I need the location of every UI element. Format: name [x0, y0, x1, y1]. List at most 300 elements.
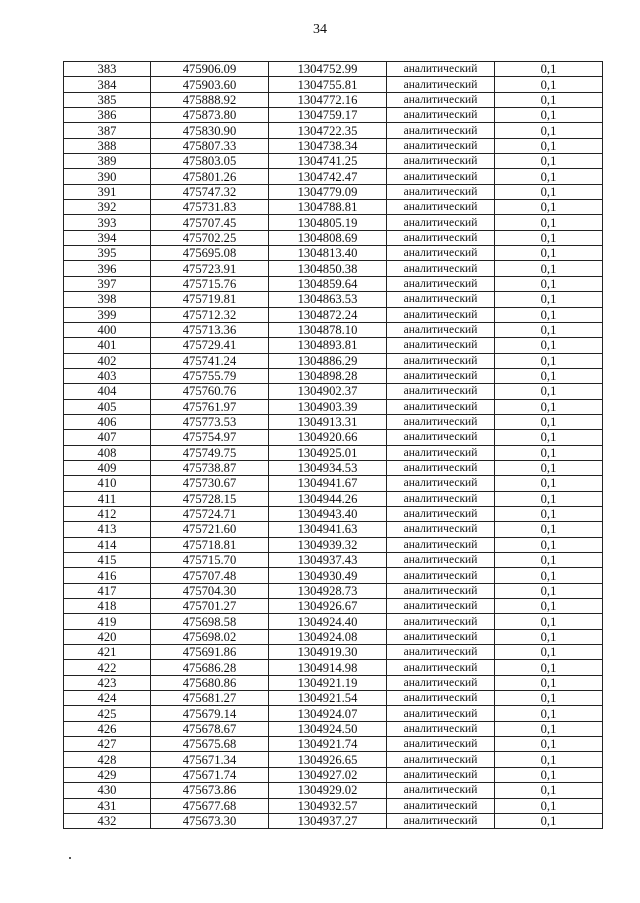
table-row [64, 445, 603, 460]
table-row [64, 169, 603, 184]
x-coordinate-cell: 475695.08 [151, 246, 269, 261]
accuracy-cell: 0,1 [495, 353, 603, 368]
method-cell: аналитический [387, 460, 495, 475]
y-coordinate-cell: 1304903.39 [269, 399, 387, 414]
x-coordinate-cell: 475678.67 [151, 721, 269, 736]
point-number-cell: 415 [64, 553, 151, 568]
y-coordinate-cell: 1304924.08 [269, 629, 387, 644]
table-row [64, 368, 603, 383]
point-number-cell: 413 [64, 522, 151, 537]
y-coordinate-cell: 1304932.57 [269, 798, 387, 813]
accuracy-cell: 0,1 [495, 660, 603, 675]
method-cell: аналитический [387, 292, 495, 307]
method-cell: аналитический [387, 123, 495, 138]
accuracy-cell: 0,1 [495, 292, 603, 307]
method-cell: аналитический [387, 568, 495, 583]
y-coordinate-cell: 1304921.54 [269, 691, 387, 706]
x-coordinate-cell: 475873.80 [151, 108, 269, 123]
table-row [64, 675, 603, 690]
y-coordinate-cell: 1304878.10 [269, 322, 387, 337]
accuracy-cell: 0,1 [495, 430, 603, 445]
accuracy-cell: 0,1 [495, 599, 603, 614]
method-cell: аналитический [387, 399, 495, 414]
accuracy-cell: 0,1 [495, 338, 603, 353]
y-coordinate-cell: 1304813.40 [269, 246, 387, 261]
table-row [64, 645, 603, 660]
coordinates-table [63, 61, 603, 829]
table-row [64, 583, 603, 598]
x-coordinate-cell: 475731.83 [151, 200, 269, 215]
point-number-cell: 405 [64, 399, 151, 414]
method-cell: аналитический [387, 445, 495, 460]
method-cell: аналитический [387, 338, 495, 353]
y-coordinate-cell: 1304898.28 [269, 368, 387, 383]
scan-speck [69, 857, 71, 859]
y-coordinate-cell: 1304808.69 [269, 230, 387, 245]
point-number-cell: 432 [64, 813, 151, 828]
x-coordinate-cell: 475747.32 [151, 184, 269, 199]
table-row [64, 399, 603, 414]
method-cell: аналитический [387, 783, 495, 798]
method-cell: аналитический [387, 215, 495, 230]
table-row [64, 261, 603, 276]
accuracy-cell: 0,1 [495, 276, 603, 291]
method-cell: аналитический [387, 92, 495, 107]
page-number: 34 [313, 22, 327, 37]
point-number-cell: 397 [64, 276, 151, 291]
point-number-cell: 392 [64, 200, 151, 215]
point-number-cell: 399 [64, 307, 151, 322]
table-row [64, 553, 603, 568]
point-number-cell: 409 [64, 460, 151, 475]
accuracy-cell: 0,1 [495, 691, 603, 706]
y-coordinate-cell: 1304921.74 [269, 737, 387, 752]
method-cell: аналитический [387, 322, 495, 337]
y-coordinate-cell: 1304939.32 [269, 537, 387, 552]
point-number-cell: 407 [64, 430, 151, 445]
accuracy-cell: 0,1 [495, 138, 603, 153]
point-number-cell: 395 [64, 246, 151, 261]
x-coordinate-cell: 475729.41 [151, 338, 269, 353]
y-coordinate-cell: 1304937.43 [269, 553, 387, 568]
point-number-cell: 414 [64, 537, 151, 552]
y-coordinate-cell: 1304788.81 [269, 200, 387, 215]
point-number-cell: 422 [64, 660, 151, 675]
x-coordinate-cell: 475680.86 [151, 675, 269, 690]
table-row [64, 568, 603, 583]
method-cell: аналитический [387, 737, 495, 752]
y-coordinate-cell: 1304738.34 [269, 138, 387, 153]
accuracy-cell: 0,1 [495, 506, 603, 521]
x-coordinate-cell: 475673.30 [151, 813, 269, 828]
x-coordinate-cell: 475721.60 [151, 522, 269, 537]
method-cell: аналитический [387, 261, 495, 276]
accuracy-cell: 0,1 [495, 491, 603, 506]
y-coordinate-cell: 1304927.02 [269, 767, 387, 782]
y-coordinate-cell: 1304755.81 [269, 77, 387, 92]
accuracy-cell: 0,1 [495, 108, 603, 123]
y-coordinate-cell: 1304919.30 [269, 645, 387, 660]
table-row [64, 215, 603, 230]
y-coordinate-cell: 1304759.17 [269, 108, 387, 123]
point-number-cell: 416 [64, 568, 151, 583]
table-row [64, 599, 603, 614]
accuracy-cell: 0,1 [495, 614, 603, 629]
x-coordinate-cell: 475888.92 [151, 92, 269, 107]
method-cell: аналитический [387, 307, 495, 322]
x-coordinate-cell: 475801.26 [151, 169, 269, 184]
point-number-cell: 417 [64, 583, 151, 598]
point-number-cell: 412 [64, 506, 151, 521]
method-cell: аналитический [387, 599, 495, 614]
y-coordinate-cell: 1304741.25 [269, 154, 387, 169]
method-cell: аналитический [387, 691, 495, 706]
y-coordinate-cell: 1304943.40 [269, 506, 387, 521]
point-number-cell: 408 [64, 445, 151, 460]
x-coordinate-cell: 475749.75 [151, 445, 269, 460]
table-row [64, 338, 603, 353]
method-cell: аналитический [387, 246, 495, 261]
y-coordinate-cell: 1304930.49 [269, 568, 387, 583]
accuracy-cell: 0,1 [495, 246, 603, 261]
method-cell: аналитический [387, 506, 495, 521]
table-row [64, 230, 603, 245]
y-coordinate-cell: 1304752.99 [269, 62, 387, 77]
x-coordinate-cell: 475761.97 [151, 399, 269, 414]
method-cell: аналитический [387, 138, 495, 153]
table-row [64, 476, 603, 491]
table-row [64, 629, 603, 644]
method-cell: аналитический [387, 384, 495, 399]
y-coordinate-cell: 1304924.07 [269, 706, 387, 721]
method-cell: аналитический [387, 553, 495, 568]
table-row [64, 77, 603, 92]
x-coordinate-cell: 475773.53 [151, 414, 269, 429]
y-coordinate-cell: 1304920.66 [269, 430, 387, 445]
point-number-cell: 401 [64, 338, 151, 353]
point-number-cell: 410 [64, 476, 151, 491]
y-coordinate-cell: 1304859.64 [269, 276, 387, 291]
table-row [64, 414, 603, 429]
method-cell: аналитический [387, 752, 495, 767]
table-row [64, 491, 603, 506]
y-coordinate-cell: 1304872.24 [269, 307, 387, 322]
x-coordinate-cell: 475707.45 [151, 215, 269, 230]
point-number-cell: 431 [64, 798, 151, 813]
table-row [64, 92, 603, 107]
y-coordinate-cell: 1304941.67 [269, 476, 387, 491]
accuracy-cell: 0,1 [495, 583, 603, 598]
method-cell: аналитический [387, 660, 495, 675]
x-coordinate-cell: 475730.67 [151, 476, 269, 491]
method-cell: аналитический [387, 276, 495, 291]
method-cell: аналитический [387, 476, 495, 491]
method-cell: аналитический [387, 200, 495, 215]
method-cell: аналитический [387, 645, 495, 660]
accuracy-cell: 0,1 [495, 675, 603, 690]
table-body [64, 62, 603, 829]
point-number-cell: 423 [64, 675, 151, 690]
accuracy-cell: 0,1 [495, 307, 603, 322]
accuracy-cell: 0,1 [495, 553, 603, 568]
point-number-cell: 391 [64, 184, 151, 199]
table-row [64, 721, 603, 736]
y-coordinate-cell: 1304913.31 [269, 414, 387, 429]
point-number-cell: 427 [64, 737, 151, 752]
table-row [64, 246, 603, 261]
table-row [64, 691, 603, 706]
y-coordinate-cell: 1304850.38 [269, 261, 387, 276]
method-cell: аналитический [387, 813, 495, 828]
method-cell: аналитический [387, 629, 495, 644]
point-number-cell: 396 [64, 261, 151, 276]
x-coordinate-cell: 475830.90 [151, 123, 269, 138]
accuracy-cell: 0,1 [495, 737, 603, 752]
table-row [64, 307, 603, 322]
x-coordinate-cell: 475903.60 [151, 77, 269, 92]
y-coordinate-cell: 1304893.81 [269, 338, 387, 353]
accuracy-cell: 0,1 [495, 522, 603, 537]
accuracy-cell: 0,1 [495, 767, 603, 782]
accuracy-cell: 0,1 [495, 322, 603, 337]
point-number-cell: 424 [64, 691, 151, 706]
x-coordinate-cell: 475724.71 [151, 506, 269, 521]
y-coordinate-cell: 1304863.53 [269, 292, 387, 307]
table-row [64, 200, 603, 215]
x-coordinate-cell: 475704.30 [151, 583, 269, 598]
point-number-cell: 385 [64, 92, 151, 107]
accuracy-cell: 0,1 [495, 184, 603, 199]
table-row [64, 276, 603, 291]
table-row [64, 430, 603, 445]
accuracy-cell: 0,1 [495, 123, 603, 138]
point-number-cell: 383 [64, 62, 151, 77]
x-coordinate-cell: 475686.28 [151, 660, 269, 675]
method-cell: аналитический [387, 721, 495, 736]
point-number-cell: 411 [64, 491, 151, 506]
table-row [64, 614, 603, 629]
y-coordinate-cell: 1304925.01 [269, 445, 387, 460]
accuracy-cell: 0,1 [495, 783, 603, 798]
point-number-cell: 387 [64, 123, 151, 138]
y-coordinate-cell: 1304914.98 [269, 660, 387, 675]
table-row [64, 322, 603, 337]
x-coordinate-cell: 475754.97 [151, 430, 269, 445]
accuracy-cell: 0,1 [495, 460, 603, 475]
x-coordinate-cell: 475681.27 [151, 691, 269, 706]
method-cell: аналитический [387, 430, 495, 445]
x-coordinate-cell: 475677.68 [151, 798, 269, 813]
method-cell: аналитический [387, 77, 495, 92]
y-coordinate-cell: 1304722.35 [269, 123, 387, 138]
accuracy-cell: 0,1 [495, 568, 603, 583]
table-row [64, 62, 603, 77]
accuracy-cell: 0,1 [495, 77, 603, 92]
accuracy-cell: 0,1 [495, 445, 603, 460]
point-number-cell: 426 [64, 721, 151, 736]
y-coordinate-cell: 1304926.65 [269, 752, 387, 767]
y-coordinate-cell: 1304805.19 [269, 215, 387, 230]
x-coordinate-cell: 475723.91 [151, 261, 269, 276]
x-coordinate-cell: 475702.25 [151, 230, 269, 245]
accuracy-cell: 0,1 [495, 154, 603, 169]
point-number-cell: 386 [64, 108, 151, 123]
y-coordinate-cell: 1304921.19 [269, 675, 387, 690]
x-coordinate-cell: 475707.48 [151, 568, 269, 583]
point-number-cell: 393 [64, 215, 151, 230]
point-number-cell: 394 [64, 230, 151, 245]
method-cell: аналитический [387, 706, 495, 721]
table-row [64, 506, 603, 521]
point-number-cell: 400 [64, 322, 151, 337]
x-coordinate-cell: 475698.02 [151, 629, 269, 644]
x-coordinate-cell: 475671.74 [151, 767, 269, 782]
accuracy-cell: 0,1 [495, 813, 603, 828]
point-number-cell: 428 [64, 752, 151, 767]
point-number-cell: 425 [64, 706, 151, 721]
accuracy-cell: 0,1 [495, 368, 603, 383]
x-coordinate-cell: 475673.86 [151, 783, 269, 798]
y-coordinate-cell: 1304926.67 [269, 599, 387, 614]
table-row [64, 384, 603, 399]
table-row [64, 537, 603, 552]
x-coordinate-cell: 475671.34 [151, 752, 269, 767]
method-cell: аналитический [387, 537, 495, 552]
point-number-cell: 404 [64, 384, 151, 399]
y-coordinate-cell: 1304937.27 [269, 813, 387, 828]
x-coordinate-cell: 475715.70 [151, 553, 269, 568]
method-cell: аналитический [387, 62, 495, 77]
x-coordinate-cell: 475715.76 [151, 276, 269, 291]
table-row [64, 783, 603, 798]
y-coordinate-cell: 1304924.50 [269, 721, 387, 736]
x-coordinate-cell: 475698.58 [151, 614, 269, 629]
accuracy-cell: 0,1 [495, 414, 603, 429]
method-cell: аналитический [387, 108, 495, 123]
method-cell: аналитический [387, 414, 495, 429]
method-cell: аналитический [387, 368, 495, 383]
table-row [64, 798, 603, 813]
method-cell: аналитический [387, 583, 495, 598]
point-number-cell: 398 [64, 292, 151, 307]
x-coordinate-cell: 475755.79 [151, 368, 269, 383]
point-number-cell: 384 [64, 77, 151, 92]
accuracy-cell: 0,1 [495, 92, 603, 107]
y-coordinate-cell: 1304779.09 [269, 184, 387, 199]
x-coordinate-cell: 475719.81 [151, 292, 269, 307]
accuracy-cell: 0,1 [495, 215, 603, 230]
accuracy-cell: 0,1 [495, 62, 603, 77]
y-coordinate-cell: 1304924.40 [269, 614, 387, 629]
y-coordinate-cell: 1304902.37 [269, 384, 387, 399]
point-number-cell: 429 [64, 767, 151, 782]
x-coordinate-cell: 475807.33 [151, 138, 269, 153]
accuracy-cell: 0,1 [495, 752, 603, 767]
x-coordinate-cell: 475718.81 [151, 537, 269, 552]
table-row [64, 706, 603, 721]
method-cell: аналитический [387, 230, 495, 245]
accuracy-cell: 0,1 [495, 537, 603, 552]
accuracy-cell: 0,1 [495, 798, 603, 813]
method-cell: аналитический [387, 798, 495, 813]
point-number-cell: 419 [64, 614, 151, 629]
x-coordinate-cell: 475760.76 [151, 384, 269, 399]
accuracy-cell: 0,1 [495, 629, 603, 644]
table-row [64, 108, 603, 123]
y-coordinate-cell: 1304928.73 [269, 583, 387, 598]
table-row [64, 353, 603, 368]
accuracy-cell: 0,1 [495, 706, 603, 721]
x-coordinate-cell: 475906.09 [151, 62, 269, 77]
table-row [64, 660, 603, 675]
y-coordinate-cell: 1304944.26 [269, 491, 387, 506]
x-coordinate-cell: 475712.32 [151, 307, 269, 322]
x-coordinate-cell: 475701.27 [151, 599, 269, 614]
x-coordinate-cell: 475803.05 [151, 154, 269, 169]
table-row [64, 752, 603, 767]
x-coordinate-cell: 475728.15 [151, 491, 269, 506]
method-cell: аналитический [387, 154, 495, 169]
method-cell: аналитический [387, 522, 495, 537]
table-row [64, 184, 603, 199]
y-coordinate-cell: 1304929.02 [269, 783, 387, 798]
point-number-cell: 420 [64, 629, 151, 644]
y-coordinate-cell: 1304742.47 [269, 169, 387, 184]
point-number-cell: 388 [64, 138, 151, 153]
table-row [64, 767, 603, 782]
y-coordinate-cell: 1304941.63 [269, 522, 387, 537]
table-row [64, 123, 603, 138]
accuracy-cell: 0,1 [495, 399, 603, 414]
method-cell: аналитический [387, 169, 495, 184]
table-row [64, 737, 603, 752]
table-row [64, 460, 603, 475]
table-row [64, 813, 603, 828]
point-number-cell: 421 [64, 645, 151, 660]
accuracy-cell: 0,1 [495, 476, 603, 491]
x-coordinate-cell: 475741.24 [151, 353, 269, 368]
table-row [64, 154, 603, 169]
point-number-cell: 389 [64, 154, 151, 169]
x-coordinate-cell: 475713.36 [151, 322, 269, 337]
table-row [64, 138, 603, 153]
point-number-cell: 406 [64, 414, 151, 429]
method-cell: аналитический [387, 675, 495, 690]
table-row [64, 522, 603, 537]
accuracy-cell: 0,1 [495, 645, 603, 660]
accuracy-cell: 0,1 [495, 721, 603, 736]
method-cell: аналитический [387, 767, 495, 782]
point-number-cell: 403 [64, 368, 151, 383]
point-number-cell: 418 [64, 599, 151, 614]
accuracy-cell: 0,1 [495, 169, 603, 184]
point-number-cell: 390 [64, 169, 151, 184]
accuracy-cell: 0,1 [495, 384, 603, 399]
y-coordinate-cell: 1304934.53 [269, 460, 387, 475]
method-cell: аналитический [387, 353, 495, 368]
accuracy-cell: 0,1 [495, 261, 603, 276]
accuracy-cell: 0,1 [495, 200, 603, 215]
x-coordinate-cell: 475675.68 [151, 737, 269, 752]
y-coordinate-cell: 1304886.29 [269, 353, 387, 368]
table-row [64, 292, 603, 307]
x-coordinate-cell: 475679.14 [151, 706, 269, 721]
point-number-cell: 402 [64, 353, 151, 368]
method-cell: аналитический [387, 614, 495, 629]
x-coordinate-cell: 475738.87 [151, 460, 269, 475]
accuracy-cell: 0,1 [495, 230, 603, 245]
y-coordinate-cell: 1304772.16 [269, 92, 387, 107]
